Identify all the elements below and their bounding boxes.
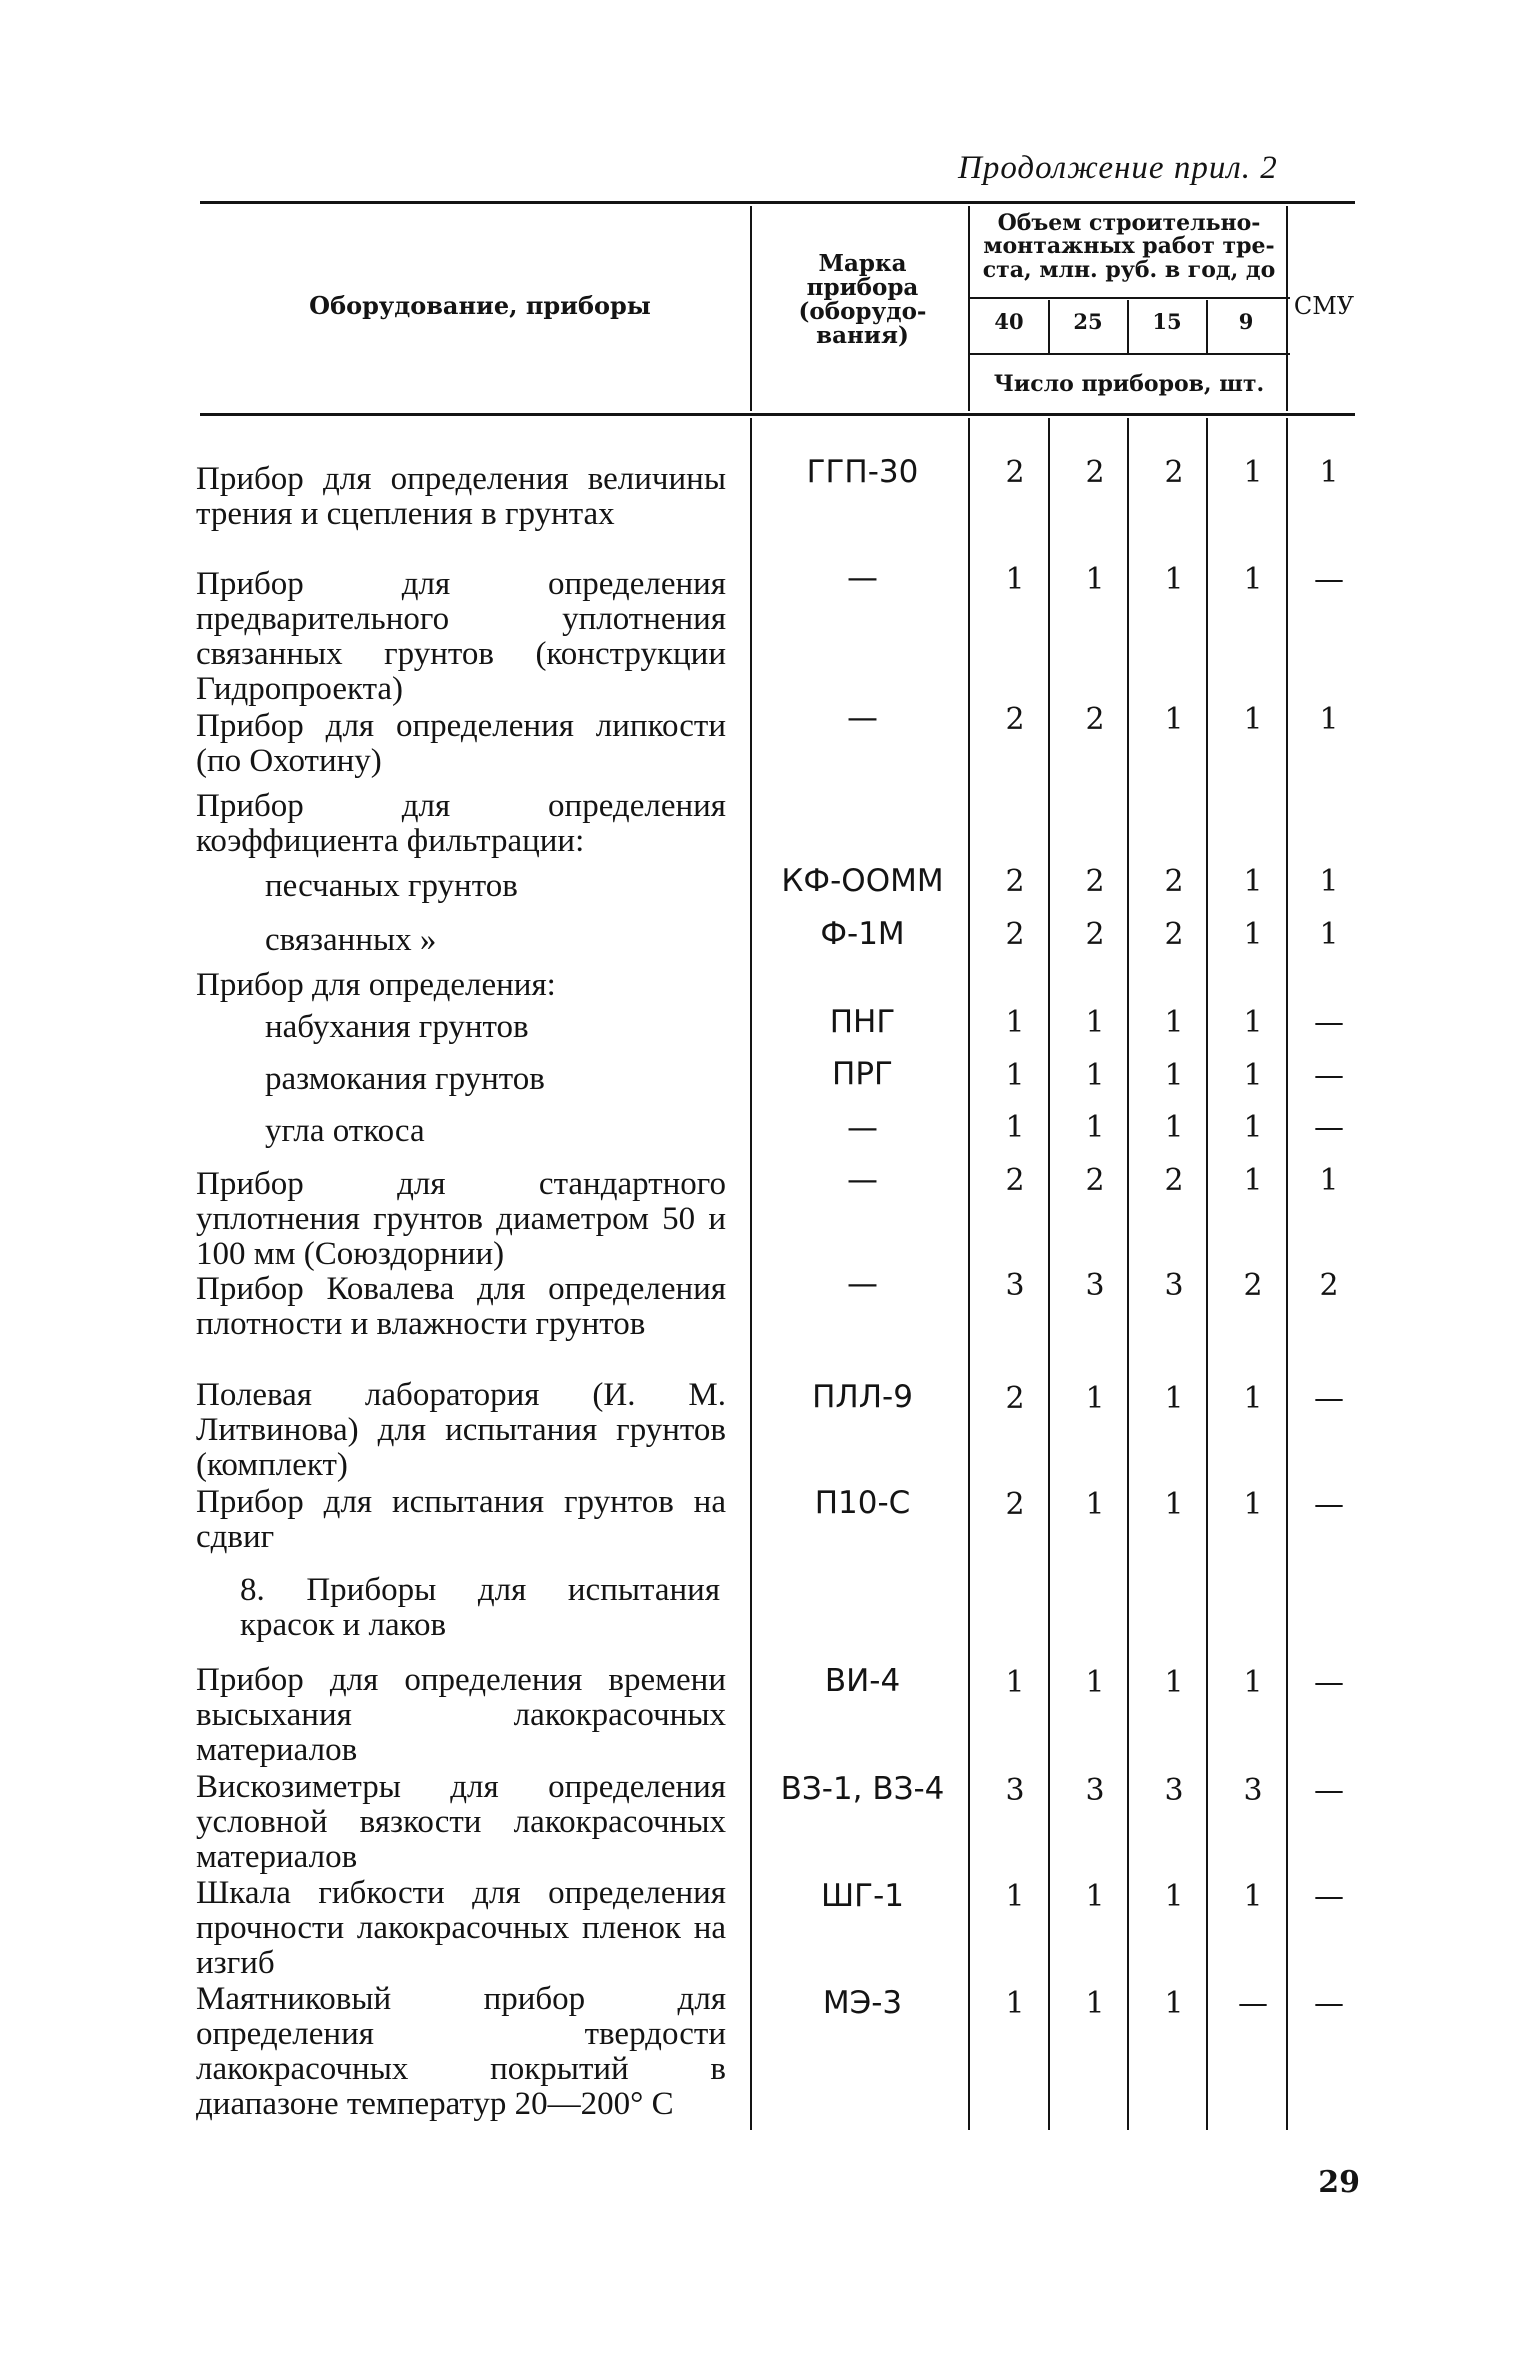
row-value: 2 (1005, 864, 1025, 899)
row-mark: МЭ-3 (822, 1985, 903, 2021)
row-value: 3 (1164, 1773, 1184, 1808)
row-mark: ВИ-4 (824, 1663, 901, 1699)
header-mark-line: (оборудо- (798, 298, 927, 326)
row-value: 1 (1085, 1986, 1105, 2021)
row-mark: — (847, 1162, 878, 1198)
row-value: 1 (1243, 1879, 1263, 1914)
row-mark: — (847, 1110, 878, 1146)
row-value: 1 (1319, 864, 1339, 899)
header-mark-line: вания) (816, 322, 909, 350)
body-col-rule-1 (750, 418, 752, 2130)
header-bottom-rule (200, 413, 1355, 416)
row-value: 1 (1164, 1665, 1184, 1700)
row-name: размокания грунтов (265, 1061, 545, 1097)
header-volume-line: монтажных работ тре- (983, 233, 1275, 260)
row-value: — (1314, 1005, 1344, 1040)
row-value: 1 (1243, 1487, 1263, 1522)
row-value: 2 (1243, 1268, 1263, 1303)
row-name: набухания грунтов (265, 1009, 529, 1045)
row-name: Прибор для испытания грунтов на сдвиг (196, 1484, 726, 1555)
row-value: 2 (1164, 455, 1184, 490)
row-value: 1 (1243, 1665, 1263, 1700)
header-capacity-25: 25 (1073, 309, 1103, 334)
row-mark: — (847, 560, 878, 596)
row-value: 2 (1005, 1487, 1025, 1522)
row-value: 2 (1085, 864, 1105, 899)
row-value: 1 (1164, 1986, 1184, 2021)
row-value: 3 (1085, 1773, 1105, 1808)
row-value: 1 (1005, 1110, 1025, 1145)
row-value: 1 (1085, 1879, 1105, 1914)
row-name: Прибор для стандартного уплотнения грунтов диаметром 50 и 100 мм (Союздорнии) (196, 1166, 726, 1272)
header-capacity-40: 40 (994, 309, 1024, 334)
row-value: 2 (1005, 702, 1025, 737)
row-mark: ГГП-30 (806, 454, 919, 490)
row-mark: ШГ-1 (821, 1878, 904, 1914)
row-value: 3 (1243, 1773, 1263, 1808)
row-value: 2 (1005, 917, 1025, 952)
row-value: 1 (1005, 1665, 1025, 1700)
row-value: 1 (1319, 1163, 1339, 1198)
row-value: 2 (1005, 455, 1025, 490)
row-value: 1 (1243, 1381, 1263, 1416)
row-value: — (1314, 1665, 1344, 1700)
row-name: Вискозиметры для определения условной вязкости лакокрасочных материалов (196, 1769, 726, 1875)
row-value: 1 (1164, 562, 1184, 597)
row-name: Полевая лаборатория (И. М. Литвинова) для испытания грунтов (комплект) (196, 1377, 726, 1483)
row-mark: ВЗ-1, ВЗ-4 (780, 1771, 945, 1807)
row-name: угла откоса (265, 1113, 425, 1149)
row-value: 2 (1164, 1163, 1184, 1198)
row-mark: ПРГ (832, 1056, 893, 1092)
row-value: 1 (1319, 917, 1339, 952)
row-value: 1 (1164, 702, 1184, 737)
row-value: 2 (1164, 864, 1184, 899)
row-value: 1 (1085, 1487, 1105, 1522)
row-value: 1 (1164, 1879, 1184, 1914)
row-mark: П10-С (814, 1485, 911, 1521)
row-value: 1 (1243, 1005, 1263, 1040)
row-value: 1 (1164, 1058, 1184, 1093)
row-name: Прибор для определения коэффициента фильтрации: (196, 788, 726, 859)
row-value: 1 (1243, 1110, 1263, 1145)
header-equipment: Оборудование, приборы (309, 291, 651, 320)
row-value: 1 (1085, 1110, 1105, 1145)
header-volume-line: ста, млн. руб. в год, до (982, 256, 1276, 283)
row-name: Прибор для определения липкости (по Охотину) (196, 708, 726, 779)
row-mark: ПЛЛ-9 (812, 1379, 913, 1415)
row-name: связанных » (265, 922, 437, 958)
row-value: 1 (1319, 702, 1339, 737)
row-value: 3 (1005, 1773, 1025, 1808)
header-smu: СМУ (1293, 292, 1355, 320)
row-value: — (1314, 1487, 1344, 1522)
row-value: 3 (1005, 1268, 1025, 1303)
row-value: — (1314, 1058, 1344, 1093)
row-value: 1 (1243, 1058, 1263, 1093)
row-value: 1 (1243, 864, 1263, 899)
row-value: 3 (1164, 1268, 1184, 1303)
header-mark-line: прибора (806, 274, 919, 302)
row-value: 1 (1085, 1665, 1105, 1700)
row-value: 2 (1005, 1163, 1025, 1198)
row-name: Прибор Ковалева для определения плотности и влажности грунтов (196, 1271, 726, 1342)
row-value: 1 (1243, 562, 1263, 597)
row-value: 1 (1005, 1005, 1025, 1040)
row-value: 2 (1005, 1381, 1025, 1416)
header-mark-line: Марка (818, 250, 907, 277)
row-value: 1 (1005, 562, 1025, 597)
row-name: Прибор для определения предварительного уплотнения связанных грунтов (конструкции Гидропроекта) (196, 566, 726, 707)
row-value: — (1314, 1110, 1344, 1145)
row-value: — (1314, 1773, 1344, 1808)
row-value: 1 (1005, 1058, 1025, 1093)
row-value: 1 (1085, 562, 1105, 597)
row-name: Шкала гибкости для определения прочности лакокрасочных пленок на изгиб (196, 1875, 726, 1981)
header-volume-line: Объем строительно- (997, 210, 1261, 236)
header-count: Число приборов, шт. (993, 371, 1265, 397)
row-value: 1 (1243, 702, 1263, 737)
row-value: — (1314, 1879, 1344, 1914)
row-value: — (1314, 1381, 1344, 1416)
row-value: 1 (1164, 1487, 1184, 1522)
section-heading: 8. Приборы для испытания красок и лаков (240, 1572, 720, 1643)
row-value: — (1314, 1986, 1344, 2021)
header-capacity-9: 9 (1238, 309, 1254, 334)
row-mark: ПНГ (829, 1004, 896, 1040)
row-value: 1 (1164, 1381, 1184, 1416)
row-mark: — (847, 1266, 878, 1302)
row-value: — (1314, 562, 1344, 597)
row-value: 2 (1164, 917, 1184, 952)
row-value: 1 (1164, 1005, 1184, 1040)
row-name: песчаных грунтов (265, 868, 518, 904)
row-name: Прибор для определения: (196, 967, 556, 1003)
row-value: 1 (1085, 1381, 1105, 1416)
row-value: 2 (1085, 917, 1105, 952)
header-capacity-15: 15 (1152, 309, 1182, 334)
continuation-caption: Продолжение прил. 2 (958, 150, 1278, 186)
volume-divider-rule (970, 297, 1290, 299)
row-value: 1 (1243, 917, 1263, 952)
row-value: — (1238, 1986, 1268, 2021)
row-value: 2 (1085, 455, 1105, 490)
row-value: 2 (1319, 1268, 1339, 1303)
header-mark (755, 252, 970, 349)
row-value: 1 (1005, 1986, 1025, 2021)
row-value: 1 (1164, 1110, 1184, 1145)
row-value: 1 (1085, 1058, 1105, 1093)
row-mark: КФ-ООММ (781, 863, 944, 899)
row-name: Маятниковый прибор для определения твердости лакокрасочных покрытий в диапазоне температур 20—200° С (196, 1981, 726, 2122)
capacity-divider-rule (970, 353, 1290, 355)
header-volume (970, 212, 1288, 282)
row-value: 1 (1085, 1005, 1105, 1040)
row-value: 2 (1085, 702, 1105, 737)
row-name: Прибор для определения величины трения и сцепления в грунтах (196, 461, 726, 532)
row-value: 1 (1319, 455, 1339, 490)
row-value: 2 (1085, 1163, 1105, 1198)
row-value: 3 (1085, 1268, 1105, 1303)
row-mark: — (847, 700, 878, 736)
page-number: 29 (1318, 2165, 1360, 2200)
top-rule (200, 201, 1355, 204)
row-value: 1 (1243, 1163, 1263, 1198)
row-name: Прибор для определения времени высыхания лакокрасочных материалов (196, 1662, 726, 1768)
row-value: 1 (1005, 1879, 1025, 1914)
row-mark: Ф-1М (820, 916, 905, 952)
row-value: 1 (1243, 455, 1263, 490)
